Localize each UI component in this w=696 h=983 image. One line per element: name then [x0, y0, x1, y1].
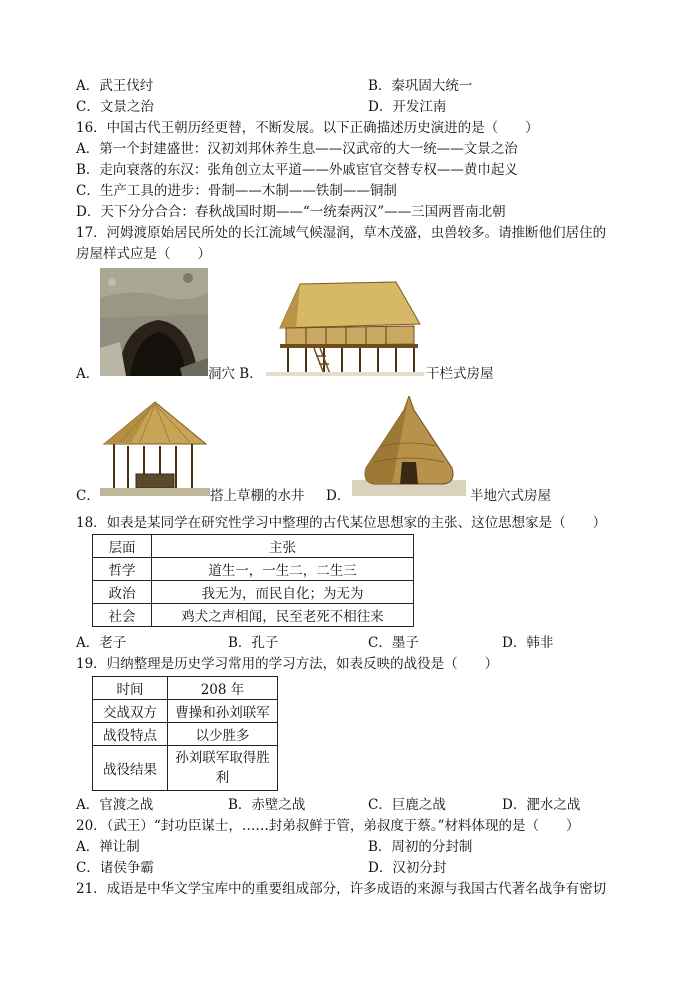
q19-option-d: D．淝水之战: [502, 797, 581, 813]
q18-option-b: B．孔子: [228, 635, 279, 651]
q16-option-b: B．走向衰落的东汉：张角创立太平道——外戚宦官交替专权——黄巾起义: [76, 162, 518, 178]
table-cell: 社会: [93, 604, 152, 627]
table-row: [93, 604, 414, 627]
table-row: [93, 581, 414, 604]
well-shelter-image: [100, 400, 210, 496]
table-cell: 208 年: [168, 677, 278, 700]
table-cell: [168, 746, 278, 791]
q18-option-d: D．韩非: [502, 635, 554, 651]
table-cell: 战役结果: [93, 746, 168, 791]
q17-option-a-text: 洞穴 B．: [208, 366, 263, 382]
table-cell: 以少胜多: [168, 723, 278, 746]
q15-option-a: A．武王伐纣: [76, 78, 154, 94]
q16-stem: 16．中国古代王朝历经更替，不断发展。以下正确描述历史演进的是（ ）: [76, 120, 539, 136]
q19-result-line1: 孙刘联军取得胜: [175, 750, 270, 766]
q16-option-d: D．天下分分合合：春秋战国时期——“一统秦两汉”——三国两晋南北朝: [76, 204, 506, 220]
q17-option-a-label: A．: [76, 366, 100, 382]
q19-result-line2: 利: [215, 770, 230, 786]
q20-option-b: B．周初的分封制: [368, 839, 473, 855]
q18-option-c: C．墨子: [368, 635, 419, 651]
semi-subterranean-house-image: [352, 396, 466, 496]
q16-option-c: C．生产工具的进步：骨制——木制——铁制——铜制: [76, 183, 397, 199]
table-cell: 时间: [93, 677, 168, 700]
q20-option-d: D．汉初分封: [368, 860, 447, 876]
table-row: [93, 723, 278, 746]
q19-option-a: A．官渡之战: [76, 797, 154, 813]
table-row: [93, 700, 278, 723]
table-row: [93, 558, 414, 581]
q19-option-c: C．巨鹿之战: [368, 797, 446, 813]
q17-option-d-text: 半地穴式房屋: [470, 488, 551, 504]
q20-stem: 20．（武王）“封功臣谋士，……封弟叔鲜于管，弟叔度于蔡。”材料体现的是（ ）: [76, 818, 580, 834]
q17-option-c-label: C．: [76, 488, 100, 504]
q19-stem: 19．归纳整理是历史学习常用的学习方法，如表反映的战役是（ ）: [76, 656, 499, 672]
table-row: [93, 535, 414, 558]
q17-option-b-text: 干栏式房屋: [426, 366, 494, 382]
q20-option-c: C．诸侯争霸: [76, 860, 154, 876]
q17-stem-line2: 房屋样式应是（ ）: [76, 246, 211, 262]
table-cell: 哲学: [93, 558, 152, 581]
table-cell: 曹操和孙刘联军: [168, 700, 278, 723]
table-cell: 我无为，而民自化；为无为: [152, 581, 414, 604]
q18-table: [92, 534, 414, 627]
table-cell: 道生一，一生二，二生三: [152, 558, 414, 581]
table-cell: 战役特点: [93, 723, 168, 746]
table-row: [93, 746, 278, 791]
q18-header-proposition: 主张: [152, 535, 414, 558]
q15-option-d: D．开发江南: [368, 99, 447, 115]
q18-header-level: 层面: [93, 535, 152, 558]
q20-option-a: A．禅让制: [76, 839, 140, 855]
q21-stem: 21．成语是中华文学宝库中的重要组成部分，许多成语的来源与我国古代著名战争有密切: [76, 881, 607, 897]
q17-option-c-text: 搭上草棚的水井: [210, 488, 305, 504]
q16-option-a: A．第一个封建盛世：汉初刘邦休养生息——汉武帝的大一统——文景之治: [76, 141, 518, 157]
q17-option-d-label: D．: [326, 488, 351, 504]
q18-stem: 18．如表是某同学在研究性学习中整理的古代某位思想家的主张、这位思想家是（ ）: [76, 515, 607, 531]
table-cell: 政治: [93, 581, 152, 604]
q17-stem-line1: 17．河姆渡原始居民所处的长江流域气候湿润，草木茂盛，虫兽较多。请推断他们居住的: [76, 225, 607, 241]
q15-option-c: C．文景之治: [76, 99, 154, 115]
stilt-house-image: [266, 280, 424, 376]
q15-option-b: B．秦巩固大统一: [368, 78, 473, 94]
q18-option-a: A．老子: [76, 635, 127, 651]
table-cell: 交战双方: [93, 700, 168, 723]
q19-table: [92, 676, 278, 791]
table-cell: 鸡犬之声相闻，民至老死不相往来: [152, 604, 414, 627]
q19-option-b: B．赤壁之战: [228, 797, 306, 813]
cave-image: [100, 268, 208, 376]
table-row: [93, 677, 278, 700]
